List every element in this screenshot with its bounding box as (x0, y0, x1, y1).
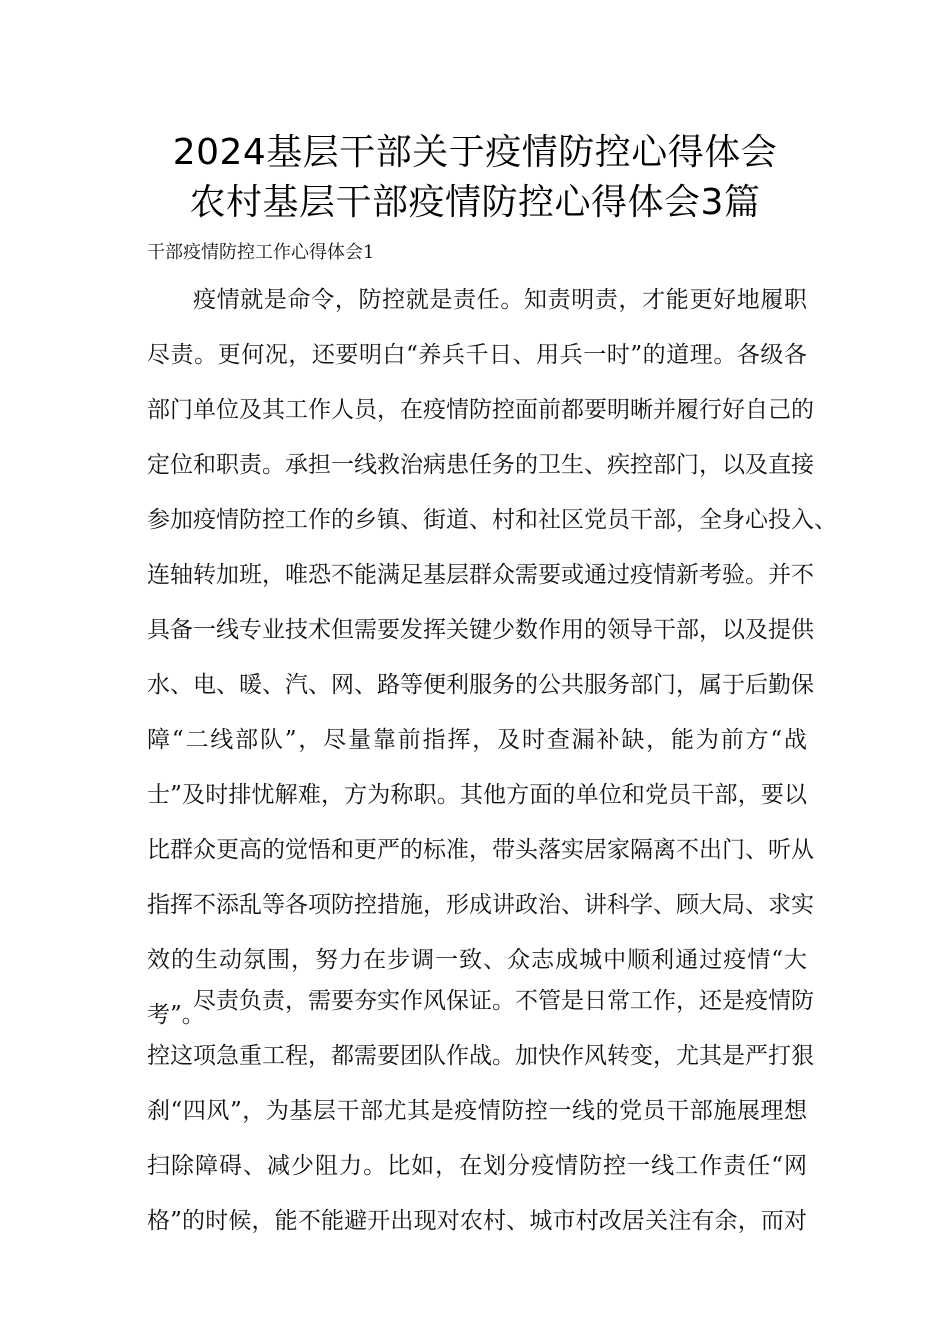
paragraph-line: 刹“四风”，为基层干部尤其是疫情防控一线的党员干部施展理想 (147, 1098, 807, 1124)
paragraph-line: 效的生动氛围，努力在步调一致、众志成城中顺利通过疫情“大 (147, 947, 807, 973)
paragraph-line: 参加疫情防控工作的乡镇、街道、村和社区党员干部，全身心投入、 (147, 507, 837, 533)
paragraph-line: 尽责。更何况，还要明白“养兵千日、用兵一时”的道理。各级各 (147, 342, 807, 368)
paragraph-line: 格”的时候，能不能避开出现对农村、城市村改居关注有余，而对 (147, 1208, 807, 1234)
paragraph-line: 定位和职责。承担一线救治病患任务的卫生、疾控部门，以及直接 (147, 452, 814, 478)
section-heading: 干部疫情防控工作心得体会1 (147, 242, 375, 263)
paragraph-line: 控这项急重工程，都需要团队作战。加快作风转变，尤其是严打狠 (147, 1043, 814, 1069)
paragraph-line: 指挥不添乱等各项防控措施，形成讲政治、讲科学、顾大局、求实 (147, 892, 814, 918)
paragraph-line: 具备一线专业技术但需要发挥关键少数作用的领导干部，以及提供 (147, 617, 814, 643)
paragraph-line: 士”及时排忧解难，方为称职。其他方面的单位和党员干部，要以 (147, 782, 807, 808)
paragraph-line: 考”。 (147, 1002, 205, 1028)
document-title-line-2: 农村基层干部疫情防控心得体会3篇 (189, 182, 761, 223)
paragraph-line: 连轴转加班，唯恐不能满足基层群众需要或通过疫情新考验。并不 (147, 562, 814, 588)
paragraph-line: 尽责负责，需要夯实作风保证。不管是日常工作，还是疫情防 (193, 988, 814, 1014)
document-title-line-1: 2024基层干部关于疫情防控心得体会 (172, 132, 778, 173)
paragraph-line: 水、电、暖、汽、网、路等便利服务的公共服务部门，属于后勤保 (147, 672, 814, 698)
paragraph-line: 部门单位及其工作人员，在疫情防控面前都要明晰并履行好自己的 (147, 397, 814, 423)
paragraph-line: 疫情就是命令，防控就是责任。知责明责，才能更好地履职 (193, 287, 807, 313)
paragraph-line: 障“二线部队”，尽量靠前指挥，及时查漏补缺，能为前方“战 (147, 727, 807, 753)
paragraph-line: 扫除障碍、减少阻力。比如，在划分疫情防控一线工作责任“网 (147, 1153, 807, 1179)
paragraph-line: 比群众更高的觉悟和更严的标准，带头落实居家隔离不出门、听从 (147, 837, 814, 863)
